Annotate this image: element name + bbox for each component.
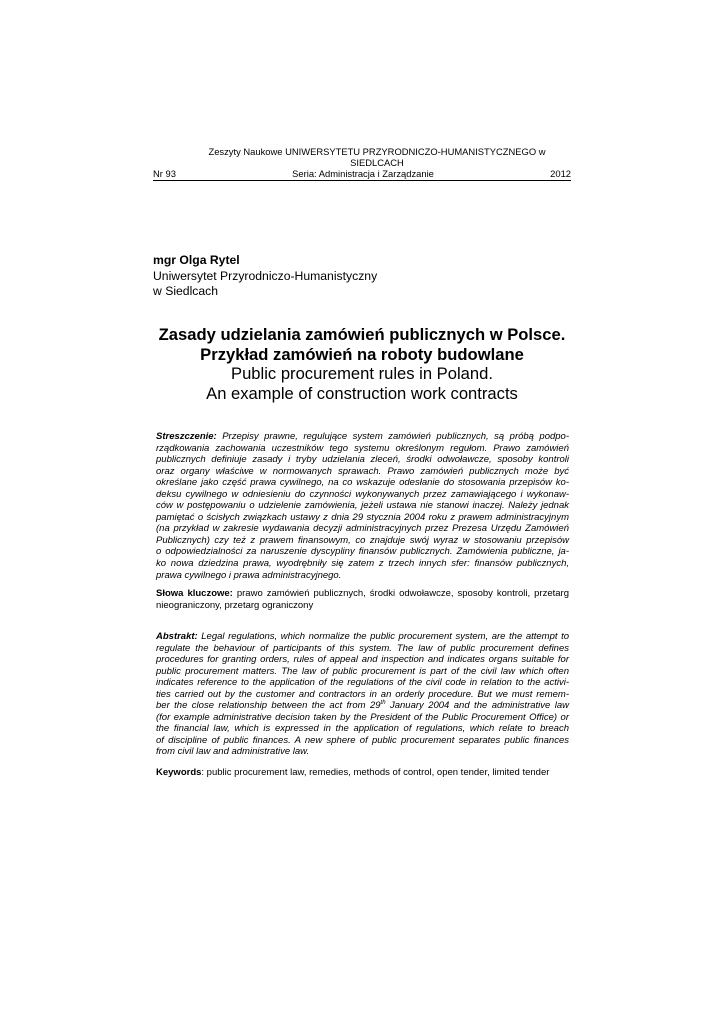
author-name: mgr Olga Rytel	[153, 253, 240, 267]
keywords-en-label: Keywords	[156, 767, 202, 778]
abstract-en-line: ties carried out by the customer and contractors in an orderly procedure. But we must remem-	[156, 688, 569, 700]
abstract-pl-line: o odpowiedzialności za naruszenie dyscypliny finansów publicznych. Zamówienia publiczne, ja-	[156, 546, 569, 558]
abstract-en-line: regulate the behaviour of participants of this system. The law of public procurement defines	[156, 642, 569, 654]
abstract-en-line: public procurement matters. The law of public procurement is part of the civil law which often	[156, 665, 569, 677]
abstract-en-line: indicates reference to the application of the regulations of the civil code in relation to the activi-	[156, 677, 569, 689]
journal-header	[153, 146, 571, 181]
abstract-en-line: (for example administrative decision taken by the President of the Public Procurement Office) or	[156, 711, 569, 723]
abstract-pl-line: (na przykład w zakresie wydawania decyzji administracyjnych przez Prezesa Urzędu Zamówień	[156, 523, 569, 535]
abstract-pl-line: publicznych definiuje zasady i tryby udzielania zleceń, środki odwoławcze, sposoby kontroli	[156, 454, 569, 466]
abstract-pl-line: określane jako część prawa cywilnego, na co wskazuje odesłanie do stosowania przepisów ko-	[156, 477, 569, 489]
keywords-pl	[156, 588, 569, 611]
abstract-pl-line: deksu cywilnego w odniesieniu do czynności wykonywanych przez zamawiającego i wykonaw-	[156, 488, 569, 500]
abstract-en-label: Abstrakt:	[156, 631, 198, 642]
title-pl-line: Zasady udzielania zamówień publicznych w Polsce.	[158, 325, 566, 344]
ordinal-superscript: th	[380, 700, 386, 707]
journal-issue-line	[153, 168, 571, 181]
author-block	[153, 253, 573, 300]
abstract-en-line: procedures for granting orders, rules of appeal and inspection and indicates organs suitable for	[156, 654, 569, 666]
title-pl-line: Przykład zamówień na roboty budowlane	[200, 344, 524, 364]
series-name: Seria: Administracja i Zarządzanie	[292, 168, 434, 179]
abstract-en	[156, 631, 569, 758]
abstract-en-line: from civil law and administrative law.	[156, 746, 310, 758]
abstract-pl-line: oraz organy właściwe w normowanych sprawach. Prawo zamówień publicznych może być	[156, 465, 569, 477]
abstract-en-line: the financial law, which is expressed in the application of regulations, which relate to breach	[156, 723, 569, 735]
abstract-pl-label: Streszczenie:	[156, 431, 217, 442]
abstract-pl-line: ko nowa dziedzina prawa, wyodrębniły się zatem z trzech innych sfer: finansów publicznych,	[156, 558, 569, 570]
abstract-pl	[156, 431, 569, 581]
abstract-en-line: ber the close relationship between the act from 29th January 2004 and the administrative law	[156, 700, 569, 712]
keywords-pl-line: nieograniczony, przetarg ograniczony	[156, 599, 314, 611]
title-en-line: An example of construction work contracts	[206, 383, 518, 403]
keywords-pl-line: Słowa kluczowe: prawo zamówień publicznych, środki odwoławcze, sposoby kontroli, przetarg	[156, 588, 569, 599]
keywords-en-line: Keywords: public procurement law, remedies, methods of control, open tender, limited tender	[156, 767, 550, 778]
title-en-line: Public procurement rules in Poland.	[231, 364, 493, 383]
abstract-pl-line: Streszczenie: Przepisy prawne, regulujące system zamówień publicznych, są próbą podpo-	[156, 431, 569, 442]
issue-year: 2012	[550, 168, 571, 179]
abstract-pl-line: prawa cywilnego i prawa administracyjnego.	[156, 569, 342, 581]
abstract-pl-line: rządkowania zachowania uczestników tego systemu określonym regułom. Prawo zamówień	[156, 442, 569, 454]
abstract-pl-line: pamiętać o ścisłych związkach ustawy z dnia 29 stycznia 2004 roku z prawem administracyjnym	[156, 511, 569, 523]
journal-name: Zeszyty Naukowe UNIWERSYTETU PRZYRODNICZO-HUMANISTYCZNEGO w SIEDLCACH	[208, 146, 546, 168]
keywords-en	[156, 767, 569, 779]
issue-number: Nr 93	[153, 168, 176, 179]
author-affiliation-line: Uniwersytet Przyrodniczo-Humanistyczny	[153, 268, 378, 283]
abstract-en-line: Abstrakt: Legal regulations, which normalize the public procurement system, are the attempt to	[156, 631, 569, 642]
paper-title	[150, 325, 574, 403]
abstract-en-line: of discipline of public finances. A new sphere of public procurement separates public finances	[156, 734, 569, 746]
abstract-pl-line: ców w postępowaniu o udzielenie zamówienia, jeżeli ustawa nie stanowi inaczej. Należy jednak	[156, 500, 569, 512]
author-affiliation-line: w Siedlcach	[153, 284, 219, 298]
abstract-pl-line: Publicznych) czy też z prawem finansowym, co znajduje swój wyraz w stosowaniu przepisów	[156, 534, 569, 546]
keywords-pl-label: Słowa kluczowe:	[156, 588, 233, 599]
